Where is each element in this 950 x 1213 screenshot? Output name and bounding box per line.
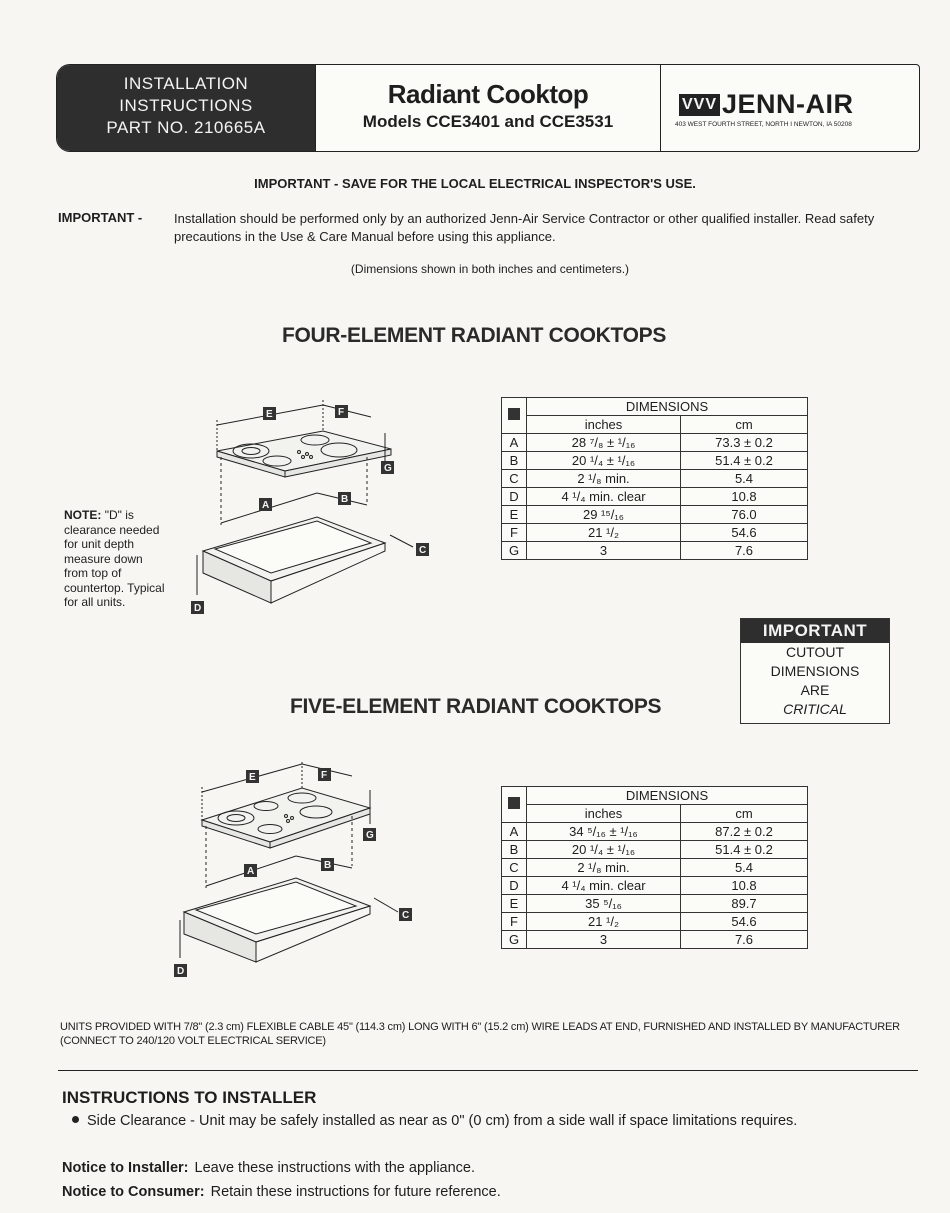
important-label: IMPORTANT - — [58, 210, 143, 225]
notice-installer-text: Leave these instructions with the appliance. — [194, 1160, 476, 1176]
label-d: D — [194, 603, 202, 614]
dimensions-note: (Dimensions shown in both inches and centimeters.) — [350, 262, 630, 276]
key-icon — [502, 787, 527, 823]
key-icon — [502, 398, 527, 434]
four-element-title: FOUR-ELEMENT RADIANT COOKTOPS — [282, 324, 667, 347]
five-element-dimensions-table — [501, 786, 808, 949]
product-title: Radiant Cooktop — [387, 79, 589, 109]
label-f: F — [321, 770, 328, 781]
important-text: Installation should be performed only by an authorized Jenn-Air Service Contractor or other qualified installer. Read safety precautions in the Use & Care Manual before using this appliance. — [174, 211, 875, 244]
table-row: D 4 ¹/₄ min. clear 10.8 — [502, 877, 808, 895]
col-inches: inches — [527, 416, 681, 434]
brand-block — [661, 65, 919, 151]
clearance-note — [64, 508, 169, 610]
notice-consumer-text: Retain these instructions for future reference. — [210, 1184, 501, 1200]
brand-logo — [679, 89, 854, 120]
notice-consumer-label: Notice to Consumer: — [62, 1184, 205, 1200]
banner-line-3: PART NO. 210665A — [106, 118, 266, 137]
label-c: C — [419, 545, 427, 556]
table-row: G 3 7.6 — [502, 542, 808, 560]
inspector-notice: IMPORTANT - SAVE FOR THE LOCAL ELECTRICAL INSPECTOR'S USE. — [254, 176, 696, 191]
side-clearance-text: Side Clearance - Unit may be safely installed as near as 0" (0 cm) from a side wall if space limitations requires. — [87, 1113, 798, 1129]
table-row: D 4 ¹/₄ min. clear 10.8 — [502, 488, 808, 506]
table-row: G 3 7.6 — [502, 931, 808, 949]
label-e: E — [249, 772, 256, 783]
label-a: A — [262, 500, 270, 511]
product-title-block — [315, 65, 661, 151]
label-b: B — [341, 494, 349, 505]
label-c: C — [402, 910, 410, 921]
label-a: A — [247, 866, 255, 877]
label-f: F — [338, 407, 345, 418]
critical-dimensions-box — [740, 618, 890, 724]
critical-line-4: CRITICAL — [783, 701, 847, 717]
table-row: E 29 ¹⁵/₁₆ 76.0 — [502, 506, 808, 524]
col-cm: cm — [681, 416, 808, 434]
five-element-title: FIVE-ELEMENT RADIANT COOKTOPS — [290, 695, 662, 718]
table-row: F 21 ¹/₂ 54.6 — [502, 524, 808, 542]
divider — [58, 1070, 918, 1071]
label-b: B — [324, 860, 332, 871]
critical-line-2: DIMENSIONS — [770, 663, 860, 679]
notice-to-installer — [62, 1160, 475, 1176]
notice-installer-label: Notice to Installer: — [62, 1160, 189, 1176]
four-element-dimensions-table — [501, 397, 808, 560]
col-cm: cm — [681, 805, 808, 823]
table-row: C 2 ¹/₈ min. 5.4 — [502, 470, 808, 488]
critical-box-heading: IMPORTANT — [741, 619, 889, 643]
four-element-diagram — [185, 395, 445, 620]
product-models: Models CCE3401 and CCE3531 — [362, 112, 614, 131]
table-row: B 20 ¹/₄ ± ¹/₁₆ 51.4 ± 0.2 — [502, 841, 808, 859]
critical-line-3: ARE — [800, 682, 830, 698]
note-label: NOTE: — [64, 508, 102, 522]
table-row: C 2 ¹/₈ min. 5.4 — [502, 859, 808, 877]
installer-instructions-title: INSTRUCTIONS TO INSTALLER — [62, 1088, 317, 1107]
col-inches: inches — [527, 805, 681, 823]
label-e: E — [266, 409, 273, 420]
label-g: G — [366, 830, 374, 841]
bullet-icon — [72, 1116, 79, 1123]
side-clearance-item — [72, 1113, 797, 1129]
label-d: D — [177, 966, 185, 977]
notice-to-consumer — [62, 1184, 501, 1200]
five-element-diagram — [170, 762, 430, 984]
note-text: "D" is clearance needed for unit depth measure down from top of countertop. Typical for all units. — [64, 508, 165, 609]
header-block — [56, 64, 920, 152]
banner-line-2: INSTRUCTIONS — [119, 96, 253, 115]
installation-instructions-banner — [57, 65, 315, 151]
table-row: F 21 ¹/₂ 54.6 — [502, 913, 808, 931]
brand-name: JENN-AIR — [722, 89, 854, 119]
table-header: DIMENSIONS — [527, 787, 808, 805]
brand-marks-icon: VVV — [679, 94, 720, 116]
table-header: DIMENSIONS — [527, 398, 808, 416]
table-row: E 35 ⁵/₁₆ 89.7 — [502, 895, 808, 913]
brand-address: 403 WEST FOURTH STREET, NORTH I NEWTON, IA 50208 — [675, 121, 852, 128]
label-g: G — [384, 463, 392, 474]
critical-line-1: CUTOUT — [785, 644, 845, 660]
cable-specification: UNITS PROVIDED WITH 7/8" (2.3 cm) FLEXIBLE CABLE 45" (114.3 cm) LONG WITH 6" (15.2 cm) WIRE LEADS AT END, FURNISHED AND INSTALLED BY MANUFACTURER (CONNECT TO 240/120 VOLT ELECTRICAL SERVICE) — [60, 1021, 900, 1047]
table-row: A 34 ⁵/₁₆ ± ¹/₁₆ 87.2 ± 0.2 — [502, 823, 808, 841]
banner-line-1: INSTALLATION — [123, 74, 249, 93]
table-row: B 20 ¹/₄ ± ¹/₁₆ 51.4 ± 0.2 — [502, 452, 808, 470]
table-row: A 28 ⁷/₈ ± ¹/₁₆ 73.3 ± 0.2 — [502, 434, 808, 452]
